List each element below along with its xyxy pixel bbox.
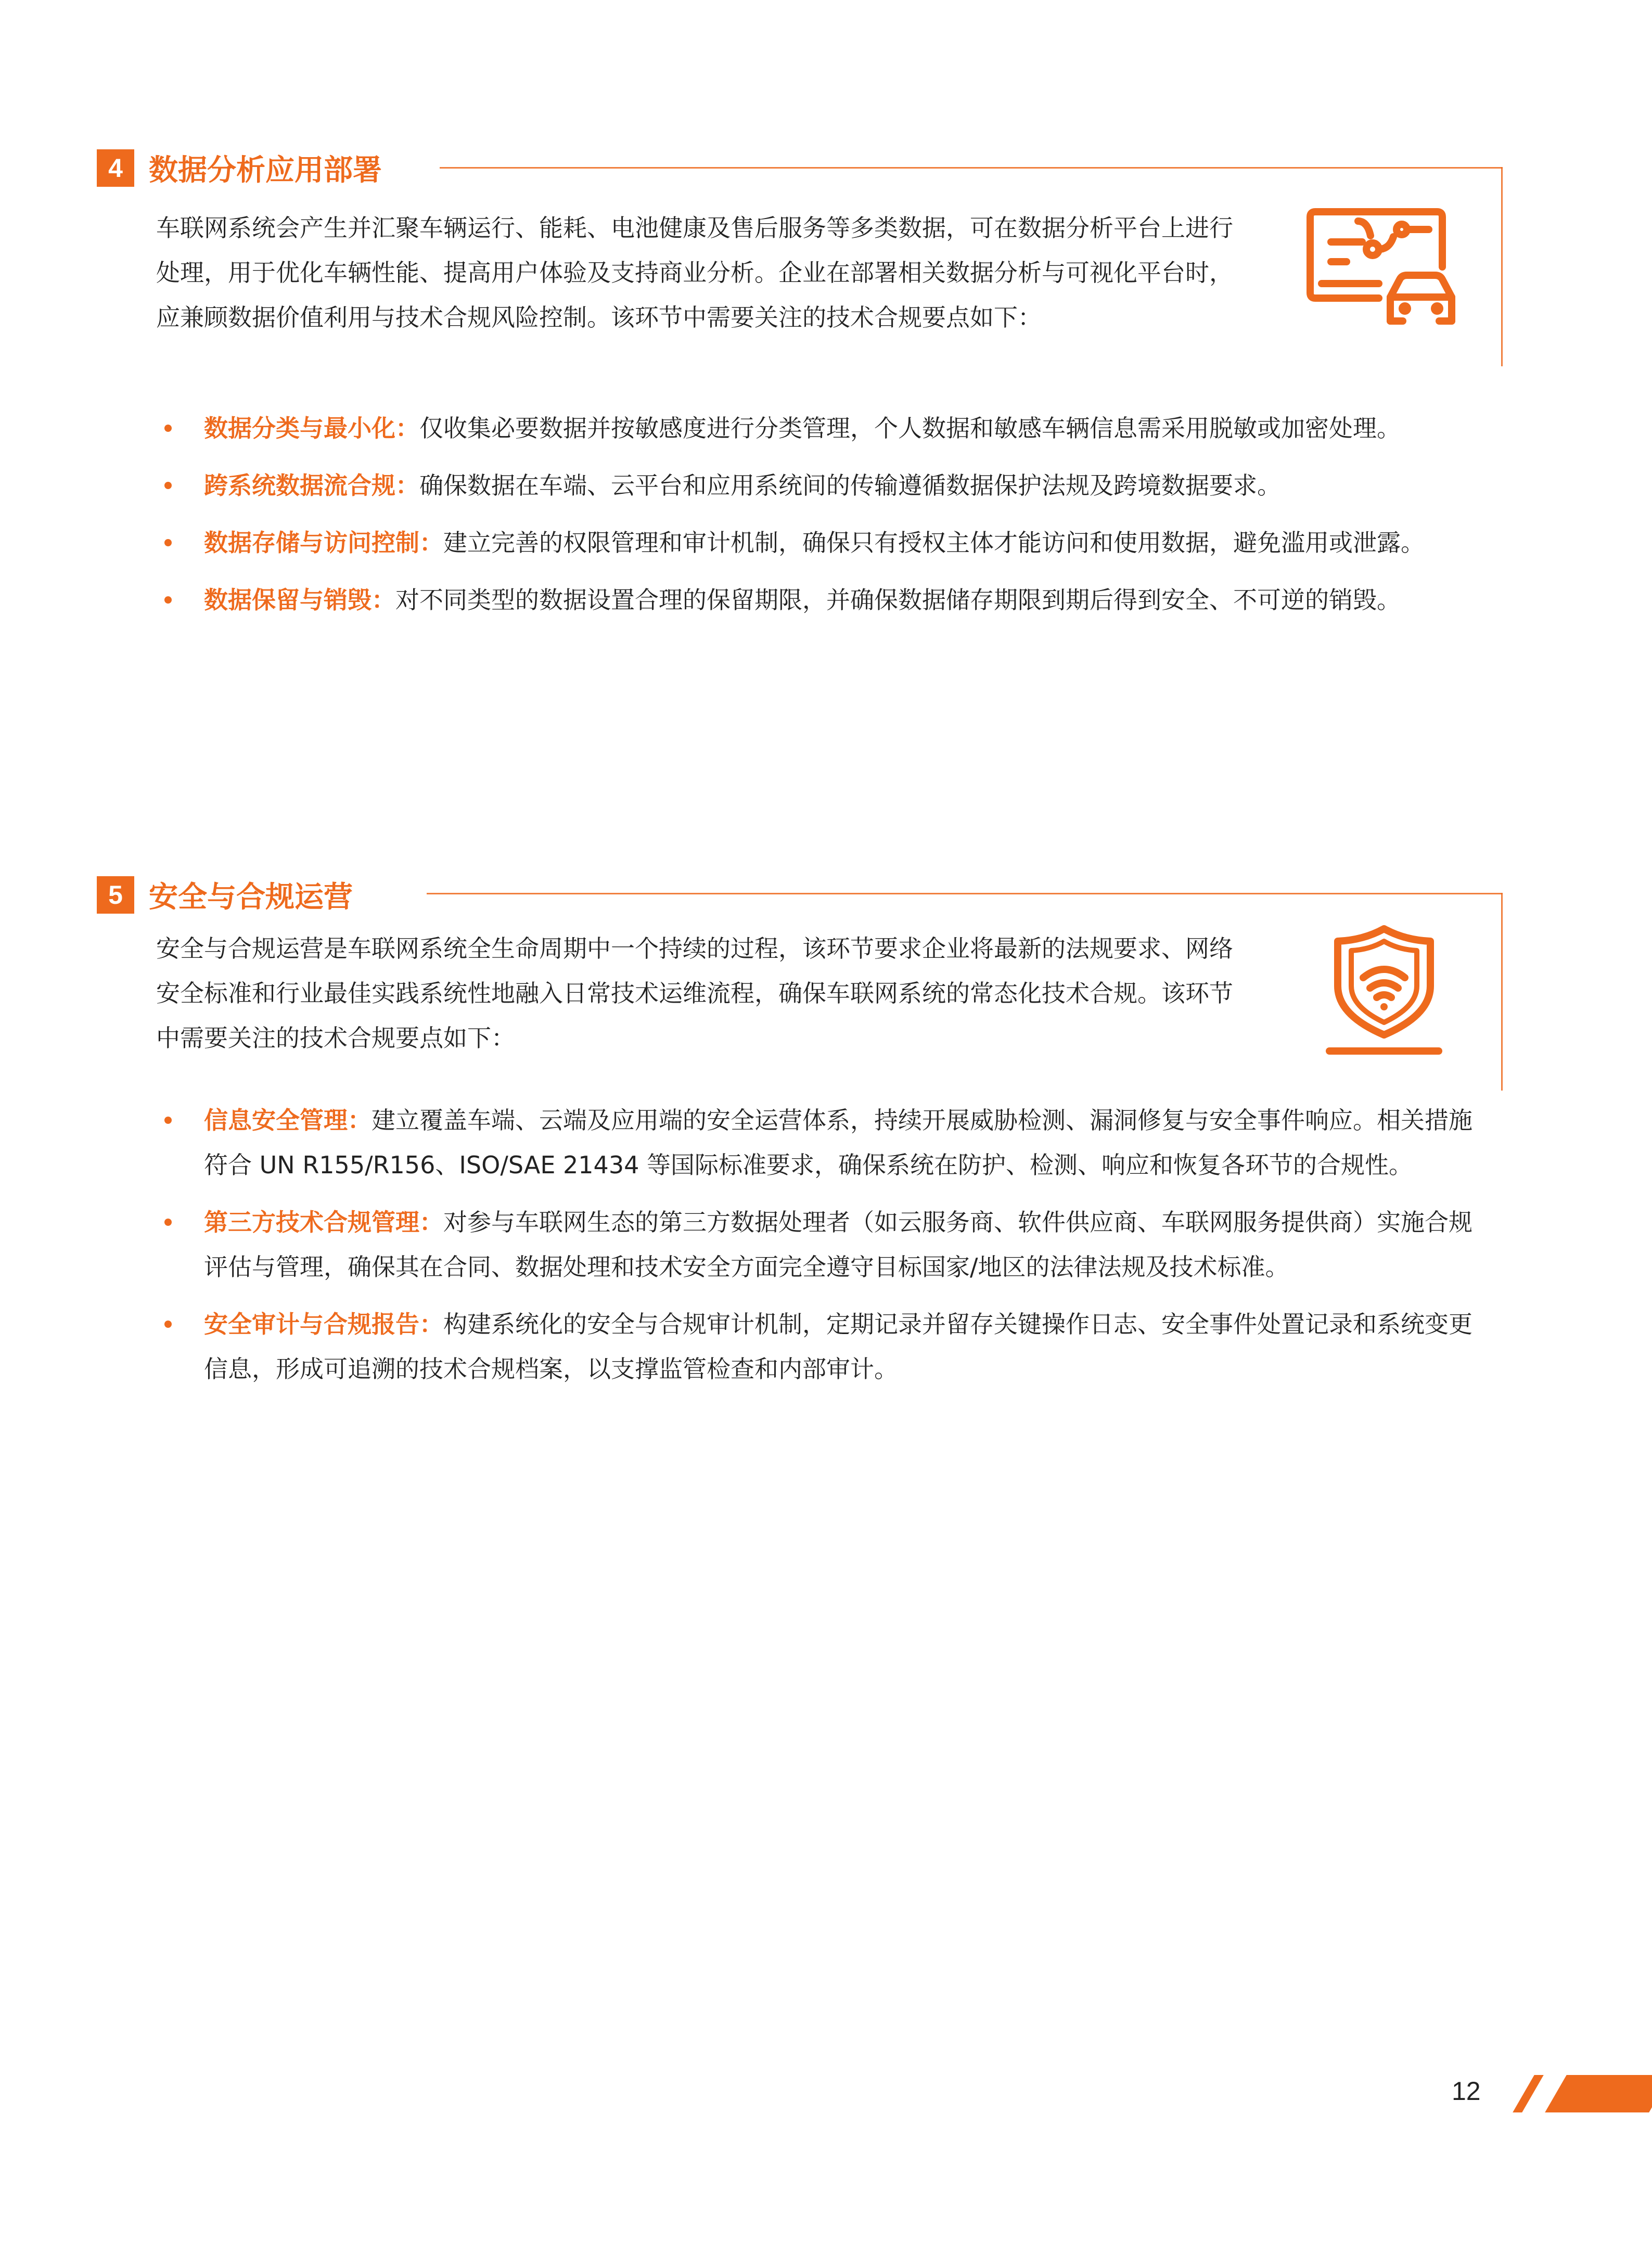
list-item xyxy=(156,520,1488,565)
item-label: 安全审计与合规报告： xyxy=(204,1310,443,1338)
item-text: 建立完善的权限管理和审计机制，确保只有授权主体才能访问和使用数据，避免滥用或泄露。 xyxy=(443,529,1425,557)
item-text: 仅收集必要数据并按敏感度进行分类管理，个人数据和敏感车辆信息需采用脱敏或加密处理。 xyxy=(419,414,1401,442)
footer-stripe-thin xyxy=(1513,2075,1544,2112)
page-number: 12 xyxy=(1452,2077,1481,2106)
shield-wifi-icon xyxy=(1324,924,1444,1059)
item-label: 跨系统数据流合规： xyxy=(204,471,419,499)
item-text: 对不同类型的数据设置合理的保留期限，并确保数据储存期限到期后得到安全、不可逆的销毁。 xyxy=(395,586,1401,614)
item-label: 第三方技术合规管理： xyxy=(204,1208,443,1236)
item-label: 数据保留与销毁： xyxy=(204,586,395,614)
section-number-badge: 4 xyxy=(97,149,134,187)
bullet-dot xyxy=(164,482,172,489)
list-item xyxy=(156,1098,1488,1187)
list-item xyxy=(156,1302,1488,1391)
bullet-dot xyxy=(164,596,172,604)
section-title: 安全与合规运营 xyxy=(149,880,353,914)
compliance-points-list xyxy=(156,1098,1488,1391)
section-title: 数据分析应用部署 xyxy=(149,153,382,187)
item-text: 建立覆盖车端、云端及应用端的安全运营体系，持续开展威胁检测、漏洞修复与安全事件响应。相关措施符合 UN R155/R156、ISO/SAE 21434 等国际标准要求，确保系统在防护、检测、响应和恢复各环节的合规性。 xyxy=(204,1106,1472,1179)
item-label: 信息安全管理： xyxy=(204,1106,372,1134)
bullet-dot xyxy=(164,1117,172,1124)
heading-rule xyxy=(427,893,1503,894)
compliance-points-list xyxy=(156,406,1488,622)
list-item xyxy=(156,1200,1488,1289)
item-label: 数据存储与访问控制： xyxy=(204,529,443,557)
section-4 xyxy=(0,147,1652,772)
side-rule xyxy=(1501,893,1503,1091)
bullet-dot xyxy=(164,539,172,546)
item-text: 确保数据在车端、云平台和应用系统间的传输遵循数据保护法规及跨境数据要求。 xyxy=(419,471,1281,499)
section-heading xyxy=(97,147,382,189)
bullet-dot xyxy=(164,1321,172,1328)
section-heading xyxy=(97,874,353,916)
item-text: 构建系统化的安全与合规审计机制，定期记录并留存关键操作日志、安全事件处置记录和系统变更信息，形成可追溯的技术合规档案，以支撑监管检查和内部审计。 xyxy=(204,1310,1472,1383)
heading-rule xyxy=(440,167,1503,169)
section-5 xyxy=(0,874,1652,1551)
section-intro: 车联网系统会产生并汇聚车辆运行、能耗、电池健康及售后服务等多类数据，可在数据分析平台上进行处理，用于优化车辆性能、提高用户体验及支持商业分析。企业在部署相关数据分析与可视化平台时，应兼顾数据价值利用与技术合规风险控制。该环节中需要关注的技术合规要点如下： xyxy=(156,214,1233,331)
list-item xyxy=(156,406,1488,451)
side-rule xyxy=(1501,167,1503,366)
section-number-badge: 5 xyxy=(97,876,134,914)
list-item xyxy=(156,463,1488,508)
bullet-dot xyxy=(164,425,172,432)
list-item xyxy=(156,578,1488,622)
data-dashboard-car-icon xyxy=(1301,206,1457,330)
bullet-dot xyxy=(164,1219,172,1226)
section-intro: 安全与合规运营是车联网系统全生命周期中一个持续的过程，该环节要求企业将最新的法规要求、网络安全标准和行业最佳实践系统性地融入日常技术运维流程，确保车联网系统的常态化技术合规。该环节中需要关注的技术合规要点如下： xyxy=(156,934,1233,1052)
item-label: 数据分类与最小化： xyxy=(204,414,419,442)
item-text: 对参与车联网生态的第三方数据处理者（如云服务商、软件供应商、车联网服务提供商）实施合规评估与管理，确保其在合同、数据处理和技术安全方面完全遵守目标国家/地区的法律法规及技术标准。 xyxy=(204,1208,1472,1281)
footer-stripe-thick xyxy=(1545,2075,1652,2112)
